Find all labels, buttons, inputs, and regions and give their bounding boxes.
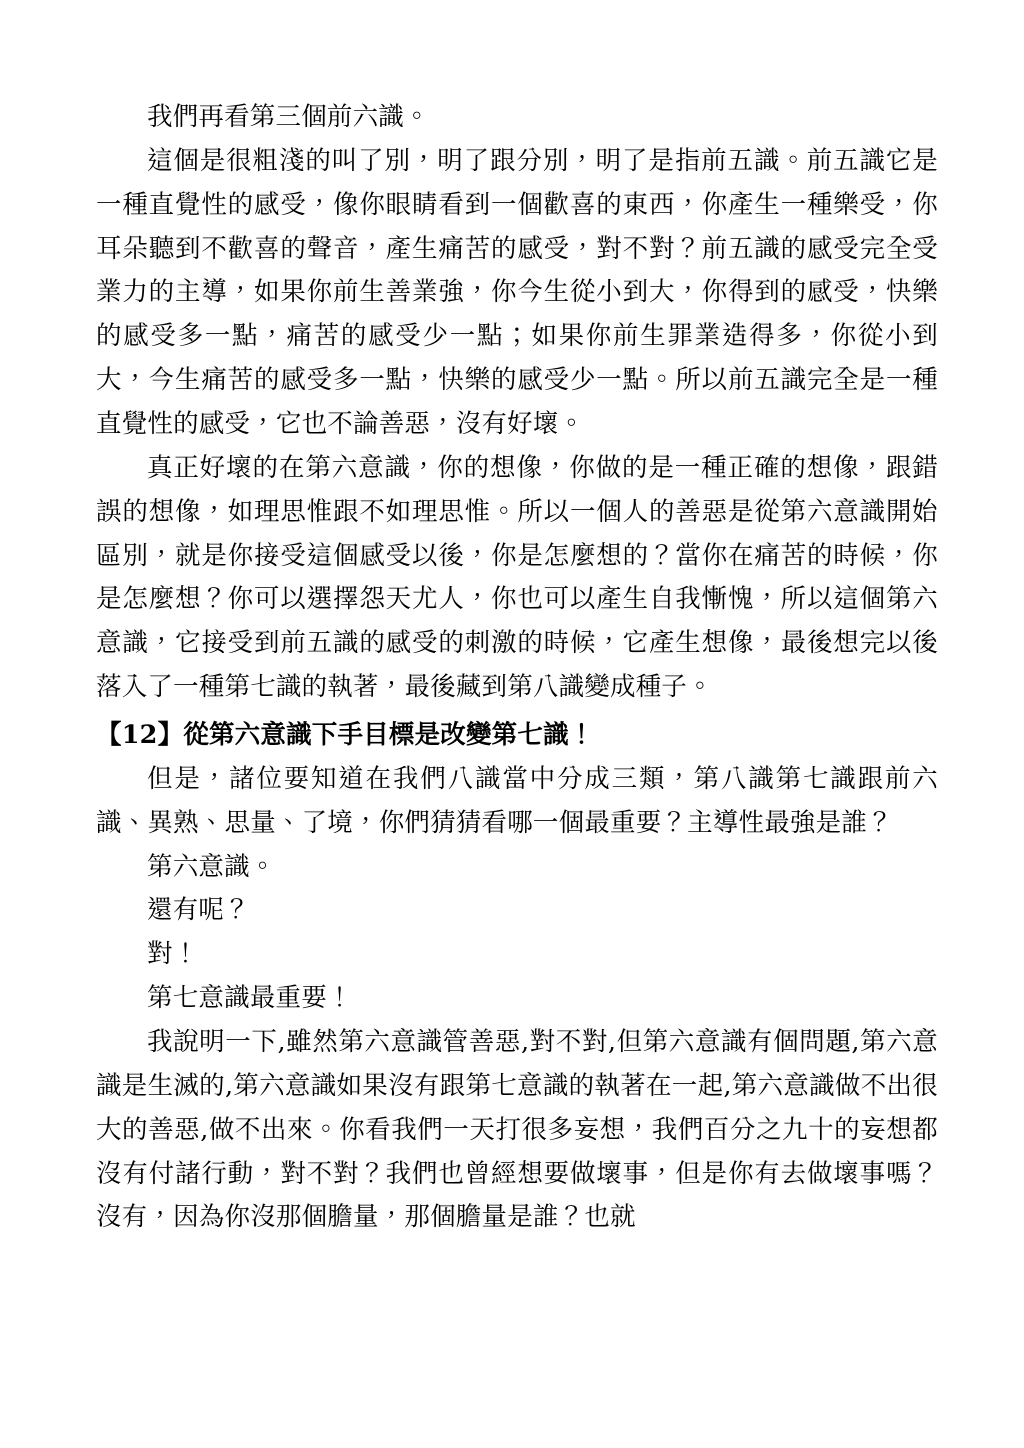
paragraph-1: 我們再看第三個前六識。	[147, 102, 430, 132]
paragraph-2: 這個是很粗淺的叫了別，明了跟分別，明了是指前五識。前五識它是一種直覺性的感受，像你眼睛看到一個歡喜的東西，你產生一種樂受，你耳朵聽到不歡喜的聲音，產生痛苦的感受，對不對？前五識的感受完全受業力的主導，如果你前生善業強，你今生從小到大，你得到的感受，快樂的感受多一點，痛苦的感受少一點；如果你前生罪業造得多，你從小到大，今生痛苦的感受多一點，快樂的感受少一點。所以前五識完全是一種直覺性的感受，它也不論善惡，沒有好壞。	[96, 145, 938, 440]
paragraph-6: 還有呢？	[147, 895, 250, 926]
paragraph-9: 我說明一下,雖然第六意識管善惡,對不對,但第六意識有個問題,第六意識是生滅的,第六意識如果沒有跟第七意識的執著在一起,第六意識做不出很大的善惡,做不出來。你看我們一天打很多妄想，我們百分之九十的妄想都沒有付諸行動，對不對？我們也曾經想要做壞事，但是你有去做壞事嗎？沒有，因為你沒那個膽量，那個膽量是誰？也就	[96, 1027, 938, 1233]
paragraph-7: 對！	[147, 939, 199, 970]
paragraph-3: 真正好壞的在第六意識，你的想像，你做的是一種正確的想像，跟錯誤的想像，如理思惟跟不如理思惟。所以一個人的善惡是從第六意識開始區別，就是你接受這個感受以後，你是怎麼想的？當你在痛苦的時候，你是怎麼想？你可以選擇怨天尤人，你也可以產生自我慚愧，所以這個第六意識，它接受到前五識的感受的刺激的時候，它產生想像，最後想完以後落入了一種第七識的執著，最後藏到第八識變成種子。	[96, 452, 938, 703]
section-heading-12: 【12】從第六意識下手目標是改變第七識！	[96, 720, 595, 751]
paragraph-5: 第六意識。	[147, 851, 276, 882]
document-body	[96, 96, 938, 1240]
paragraph-8: 第七意識最重要！	[147, 983, 353, 1014]
paragraph-4: 但是，諸位要知道在我們八識當中分成三類，第八識第七識跟前六識、異熟、思量、了境，你們猜猜看哪一個最重要？主導性最強是誰？	[96, 763, 938, 838]
